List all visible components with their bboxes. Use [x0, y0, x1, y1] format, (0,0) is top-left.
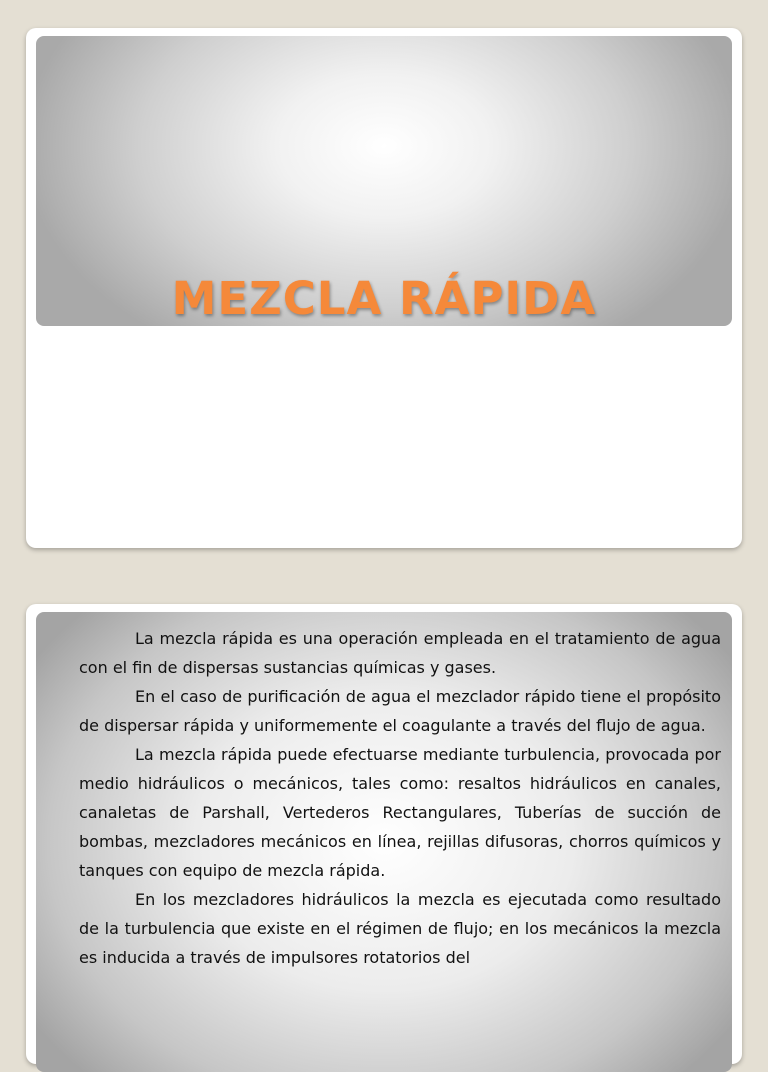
- paragraph-4: En los mezcladores hidráulicos la mezcla es ejecutada como resultado de la turbulencia que existe en el régimen de flujo; en los mecánicos la mezcla es inducida a través de impulsores rotatorios del: [79, 890, 721, 967]
- title-slide: [26, 28, 742, 548]
- slide-body: [79, 624, 721, 972]
- paragraph-3: La mezcla rápida puede efectuarse mediante turbulencia, provocada por medio hidráulicos o mecánicos, tales como: resaltos hidráulicos en canales, canaletas de Parshall, Vertederos Rectangulares, Tuberías de succión de bombas, mezcladores mecánicos en línea, rejillas difusoras, chorros químicos y tanques con equipo de mezcla rápida.: [79, 745, 721, 880]
- paragraph-2: En el caso de purificación de agua el mezclador rápido tiene el propósito de dispersar rápida y uniformemente el coagulante a través del flujo de agua.: [79, 687, 721, 735]
- slide-title: MEZCLA RÁPIDA: [171, 272, 597, 325]
- content-slide: [26, 604, 742, 1064]
- paragraph-1: La mezcla rápida es una operación empleada en el tratamiento de agua con el fin de dispersas sustancias químicas y gases.: [79, 629, 721, 677]
